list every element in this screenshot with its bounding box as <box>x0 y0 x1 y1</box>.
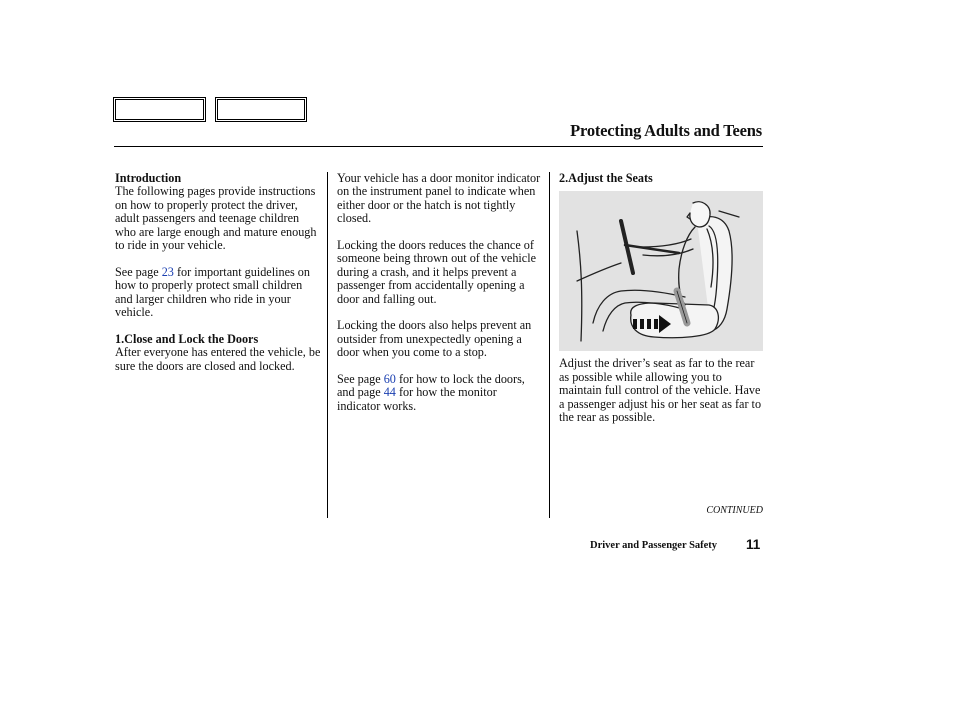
page-title: Protecting Adults and Teens <box>570 121 762 140</box>
see-page-lock: See page 60 for how to lock the doors, and page 44 for how the monitor indicator works. <box>337 372 525 413</box>
column-divider-2 <box>549 172 550 518</box>
introduction-text: The following pages provide instructions on how to properly protect the driver, adult passengers and teenage children who are large enough and mature enough to ride in your vehicle. <box>115 184 317 253</box>
step2-heading: 2.Adjust the Seats <box>559 171 653 185</box>
step1-heading: 1.Close and Lock the Doors <box>115 331 259 346</box>
column-divider-1 <box>327 172 328 518</box>
locking-reduces-text: Locking the doors reduces the chance of someone being thrown out of the vehicle during a crash, and it helps prevent a passenger from accidentally opening a door and falling out. <box>337 238 537 306</box>
continued-label: CONTINUED <box>706 505 763 516</box>
locking-prevents-text: Locking the doors also helps prevent an outsider from unexpectedly opening a door when you come to a stop. <box>337 318 532 360</box>
column-1 <box>115 172 321 373</box>
see-page-guidelines: See page 23 for important guidelines on how to properly protect small children and larger children who ride in your vehicle. <box>115 264 310 320</box>
adjust-seats-text: Adjust the driver’s seat as far to the rear as possible while allowing you to maintain full control of the vehicle. Have a passenger adjust his or her seat as far to the rear as possible. <box>559 356 762 425</box>
introduction-heading: Introduction <box>115 171 182 185</box>
page-number: 11 <box>746 537 761 552</box>
page-link-44[interactable]: 44 <box>383 385 396 400</box>
seat-adjust-illustration <box>559 191 763 351</box>
nav-prev-button[interactable] <box>113 97 206 122</box>
nav-next-button[interactable] <box>215 97 307 122</box>
title-divider <box>114 146 763 147</box>
page-link-60[interactable]: 60 <box>383 372 396 387</box>
door-monitor-text: Your vehicle has a door monitor indicator on the instrument panel to indicate when either door or the hatch is not tightly closed. <box>337 171 541 226</box>
step1-text: After everyone has entered the vehicle, be sure the doors are closed and locked. <box>115 345 321 373</box>
page-link-23[interactable]: 23 <box>161 264 174 279</box>
column-3 <box>559 172 763 424</box>
footer-section-title: Driver and Passenger Safety <box>590 540 718 551</box>
column-2 <box>337 172 541 413</box>
